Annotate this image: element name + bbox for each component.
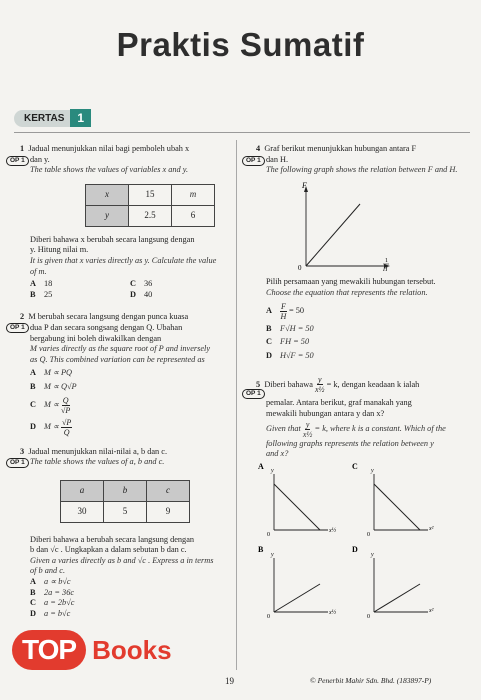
question-5: OP 1 5 Diberi bahawa $\frac{y}{\text{x½}}$ = k, dengan keadaan k ialah pemalar. Antara berikut, graf manakah yang mewakili hubungan antara y dan x? Given that $\frac{y}{\text{x½}}$ = k, where k is a constant. Which of the following graphs represents the relation between y and x? A y 0 x½ C y 0 x² B y 0 x½ D y 0 x² <box>256 375 470 633</box>
graph-line <box>306 204 360 266</box>
topbooks-logo <box>12 630 172 670</box>
svg-text:x½: x½ <box>329 609 337 616</box>
right-column <box>246 144 470 633</box>
svg-text:y: y <box>371 551 374 558</box>
x-label-den: H <box>383 266 388 273</box>
section-divider <box>14 132 470 133</box>
svg-text:0: 0 <box>267 531 270 538</box>
graph-d-letter: D <box>352 544 358 554</box>
options-q1: A 18 C 36 <box>30 279 153 289</box>
op-badge: OP 1 <box>242 389 265 399</box>
svg-text:x²: x² <box>429 607 434 614</box>
svg-text:y: y <box>271 551 274 558</box>
logo-books: Books <box>92 634 172 665</box>
graph-b-letter: B <box>258 544 264 554</box>
logo-top: TOP <box>12 630 86 670</box>
op-badge: OP 1 <box>6 323 29 333</box>
op-badge: OP 1 <box>6 156 29 166</box>
graph-a-letter: A <box>258 461 264 471</box>
values-table-abc: a b c 30 5 9 <box>60 480 190 523</box>
graph-f-vs-1-over-h <box>256 178 456 274</box>
question-4: OP 1 4 Graf berikut menunjukkan hubungan antara F dan H. The following graph shows the relation between F and H. F 0 1 H Pilih persamaan yang mewakili hubungan tersebut. Choose the equation that represents the relation. A $\frac{F}{H}$ = 50 B F√H = 50 C FH = 50 D H√F = 50 <box>256 144 470 361</box>
svg-text:x½: x½ <box>329 527 337 534</box>
svg-text:0: 0 <box>367 613 370 620</box>
svg-text:0: 0 <box>267 613 270 620</box>
y-label: F <box>302 180 307 190</box>
page-title: Praktis Sumatif <box>116 26 365 63</box>
graph-a-line <box>274 484 320 530</box>
graph-c-line <box>374 484 420 530</box>
svg-text:0: 0 <box>367 531 370 538</box>
x-label-num: 1 <box>385 257 388 264</box>
section-badge <box>14 108 91 128</box>
graph-d-line <box>374 584 420 612</box>
options-q3: A a ∝ b√c B 2a = 36c C a = 2b√c D a = b√c <box>30 577 75 618</box>
graph-c-letter: C <box>352 461 358 471</box>
svg-text:x²: x² <box>429 525 434 532</box>
answer-graphs <box>256 460 470 630</box>
question-1: OP 1 1 Jadual menunjukkan nilai bagi pemboleh ubah x dan y. The table shows the values of variables x and y. x 15 m y 2.5 6 Diberi bahawa x berubah secara langsung dengan y. Hitung nilai m. It is given that x varies directly as y. Calculate the value of m. A 18 C 36 B 25 D 40 <box>20 144 230 300</box>
values-table-xy: x 15 m y 2.5 6 <box>85 184 215 227</box>
op-badge: OP 1 <box>6 458 29 468</box>
column-divider <box>236 140 237 670</box>
svg-text:y: y <box>371 467 374 474</box>
svg-text:y: y <box>271 467 274 474</box>
publisher-credit: © Penerbit Mahir Sdn. Bhd. (183897-P) <box>310 676 432 685</box>
origin-label: 0 <box>298 263 302 272</box>
question-2: OP 1 2 M berubah secara langsung dengan punca kuasa dua P dan secara songsang dengan Q. Ubahan bergabung ini boleh diwakilkan dengan M varies directly as the square root of P and inversely as Q. This combined variation can be represented as A M ∝ PQ B M ∝ Q√P C M ∝ $\frac{Q}{√P}$ D M ∝ $\frac{√P}{Q}$ <box>20 312 230 436</box>
section-label: KERTAS <box>14 110 70 127</box>
page-number: 19 <box>225 676 234 686</box>
graph-b-line <box>274 584 320 612</box>
question-3: OP 1 3 Jadual menunjukkan nilai-nilai a, b dan c. The table shows the values of a, b and c. a b c 30 5 9 Diberi bahawa a berubah secara langsung dengan b dan √c . Ungkapkan a dalam sebutan b dan c. Given a varies directly as b and √c . Express a in terms of b and c. A a ∝ b√c B 2a = 36c C a = 2b√c D a = b√c <box>20 447 230 620</box>
section-number: 1 <box>70 109 91 127</box>
left-column <box>10 144 230 619</box>
options-q2: A M ∝ PQ B M ∝ Q√P C M ∝ $\frac{Q}{√P}$ D M ∝ $\frac{√P}{Q}$ <box>30 368 77 437</box>
options-q4: A $\frac{F}{H}$ = 50 B F√H = 50 C FH = 50 D H√F = 50 <box>266 301 314 360</box>
op-badge: OP 1 <box>242 156 265 166</box>
